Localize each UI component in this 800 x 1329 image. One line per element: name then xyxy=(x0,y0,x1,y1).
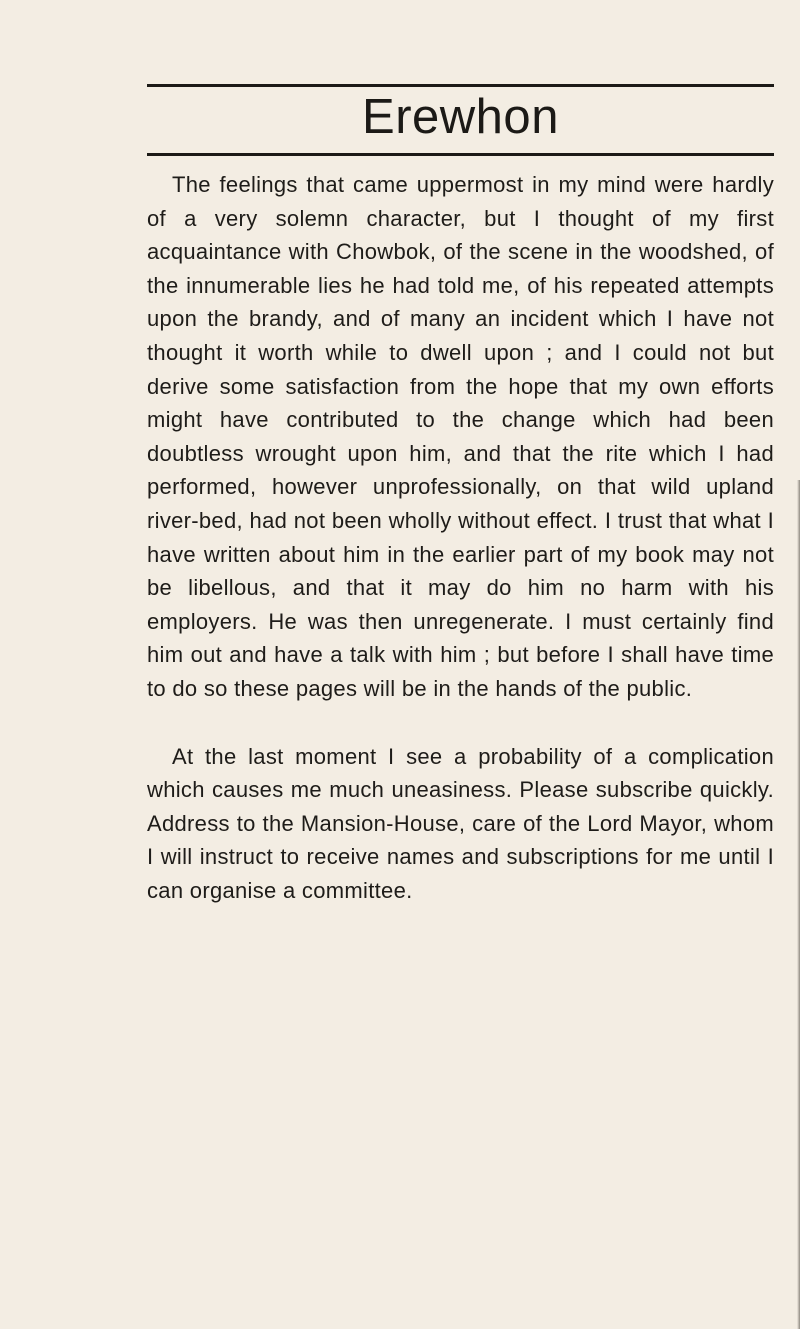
paragraph-2: At the last moment I see a probability of a complication which causes me much uneasiness. Please subscribe quickly. Address to the Mansion-House, care of the Lord Mayor, whom I will instruct to receive names and subscriptions for me until I can organise a committee. xyxy=(147,743,774,903)
header-bottom-rule xyxy=(147,153,774,156)
running-head-title: Erewhon xyxy=(362,90,559,144)
body-text xyxy=(147,168,774,907)
paragraph-1: The feelings that came uppermost in my mind were hardly of a very solemn character, but I thought of my first acquaintance with Chowbok, of the scene in the woodshed, of the innumerable lies he had told me, of his repeated attempts upon the brandy, and of many an incident which I have not thought it worth while to dwell upon ; and I could not but derive some satisfaction from the hope that my own efforts might have contributed to the change which had been doubtless wrought upon him, and that the rite which I had performed, however unprofessionally, on that wild upland river-bed, had not been wholly without effect. I trust that what I have written about him in the earlier part of my book may not be libellous, and that it may do him no harm with his employers. He was then unregenerate. I must certainly find him out and have a talk with him ; but before I shall have time to do so these pages will be in the hands of the public. xyxy=(147,172,774,701)
